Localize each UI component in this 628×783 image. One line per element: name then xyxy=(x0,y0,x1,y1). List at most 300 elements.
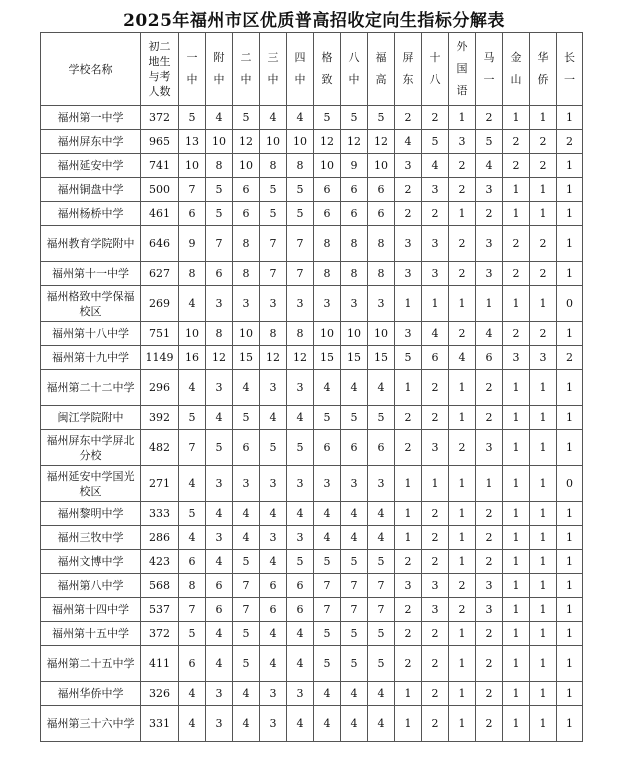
quota-cell: 4 xyxy=(233,706,260,742)
quota-cell: 1 xyxy=(422,466,449,502)
header-text: 金 xyxy=(510,51,522,64)
student-count-cell: 372 xyxy=(141,106,179,130)
school-name-cell: 福州黎明中学 xyxy=(41,502,141,526)
quota-cell: 7 xyxy=(341,574,368,598)
quota-cell: 12 xyxy=(260,346,287,370)
quota-cell: 3 xyxy=(341,286,368,322)
school-name-cell: 闽江学院附中 xyxy=(41,406,141,430)
table-row xyxy=(41,430,583,466)
quota-cell: 15 xyxy=(368,346,395,370)
table-row xyxy=(41,622,583,646)
header-school-column xyxy=(206,33,233,106)
quota-cell: 3 xyxy=(395,322,422,346)
quota-cell: 4 xyxy=(314,370,341,406)
quota-cell: 1 xyxy=(503,622,530,646)
quota-cell: 5 xyxy=(233,406,260,430)
quota-cell: 7 xyxy=(314,598,341,622)
quota-cell: 1 xyxy=(422,286,449,322)
school-name-cell: 福州第八中学 xyxy=(41,574,141,598)
quota-cell: 7 xyxy=(179,430,206,466)
student-count-cell: 333 xyxy=(141,502,179,526)
school-name-cell: 福州第十九中学 xyxy=(41,346,141,370)
quota-cell: 1 xyxy=(503,682,530,706)
school-name-cell: 福州第十五中学 xyxy=(41,622,141,646)
table-row xyxy=(41,130,583,154)
quota-cell: 4 xyxy=(233,370,260,406)
quota-cell: 2 xyxy=(530,130,557,154)
quota-cell: 8 xyxy=(287,322,314,346)
quota-cell: 3 xyxy=(206,706,233,742)
quota-cell: 1 xyxy=(530,202,557,226)
quota-cell: 4 xyxy=(287,622,314,646)
header-text: 学校名称 xyxy=(68,62,113,76)
quota-cell: 10 xyxy=(233,154,260,178)
quota-cell: 1 xyxy=(530,370,557,406)
school-name-cell: 福州延安中学 xyxy=(41,154,141,178)
header-text: 四 xyxy=(294,51,306,64)
school-name-cell: 福州教育学院附中 xyxy=(41,226,141,262)
quota-cell: 1 xyxy=(503,706,530,742)
quota-cell: 5 xyxy=(314,622,341,646)
quota-cell: 3 xyxy=(368,286,395,322)
quota-cell: 12 xyxy=(233,130,260,154)
quota-cell: 2 xyxy=(395,202,422,226)
quota-cell: 6 xyxy=(260,598,287,622)
quota-cell: 4 xyxy=(476,154,503,178)
quota-cell: 2 xyxy=(476,550,503,574)
quota-cell: 2 xyxy=(395,406,422,430)
quota-cell: 7 xyxy=(341,598,368,622)
quota-cell: 5 xyxy=(233,646,260,682)
school-name-cell: 福州延安中学国光校区 xyxy=(41,466,141,502)
quota-cell: 10 xyxy=(287,130,314,154)
quota-cell: 1 xyxy=(449,502,476,526)
quota-cell: 8 xyxy=(179,262,206,286)
quota-cell: 4 xyxy=(449,346,476,370)
quota-cell: 2 xyxy=(449,154,476,178)
quota-cell: 10 xyxy=(314,322,341,346)
quota-cell: 3 xyxy=(233,286,260,322)
student-count-cell: 423 xyxy=(141,550,179,574)
quota-cell: 2 xyxy=(476,682,503,706)
quota-cell: 5 xyxy=(233,106,260,130)
quota-cell: 3 xyxy=(341,466,368,502)
quota-cell: 1 xyxy=(449,646,476,682)
quota-cell: 12 xyxy=(287,346,314,370)
quota-cell: 1 xyxy=(449,706,476,742)
quota-cell: 1 xyxy=(476,286,503,322)
student-count-cell: 326 xyxy=(141,682,179,706)
quota-cell: 7 xyxy=(179,598,206,622)
header-text: 福 xyxy=(375,51,387,64)
quota-cell: 4 xyxy=(368,706,395,742)
quota-cell: 1 xyxy=(557,262,583,286)
quota-cell: 1 xyxy=(557,430,583,466)
quota-cell: 12 xyxy=(314,130,341,154)
table-row xyxy=(41,502,583,526)
quota-cell: 6 xyxy=(314,430,341,466)
quota-cell: 2 xyxy=(503,154,530,178)
quota-cell: 1 xyxy=(557,550,583,574)
student-count-cell: 751 xyxy=(141,322,179,346)
quota-cell: 3 xyxy=(287,526,314,550)
school-name-cell: 福州第十八中学 xyxy=(41,322,141,346)
quota-cell: 12 xyxy=(341,130,368,154)
quota-cell: 1 xyxy=(449,370,476,406)
quota-cell: 2 xyxy=(476,106,503,130)
quota-cell: 1 xyxy=(557,178,583,202)
quota-cell: 10 xyxy=(368,322,395,346)
quota-cell: 8 xyxy=(260,322,287,346)
quota-cell: 2 xyxy=(476,406,503,430)
quota-cell: 1 xyxy=(476,466,503,502)
quota-cell: 10 xyxy=(179,154,206,178)
quota-cell: 8 xyxy=(314,262,341,286)
header-text: 中 xyxy=(186,73,198,86)
quota-cell: 10 xyxy=(314,154,341,178)
quota-cell: 6 xyxy=(368,430,395,466)
quota-cell: 2 xyxy=(422,202,449,226)
header-school-column xyxy=(260,33,287,106)
student-count-cell: 482 xyxy=(141,430,179,466)
header-school-column xyxy=(368,33,395,106)
quota-cell: 5 xyxy=(206,202,233,226)
table-row xyxy=(41,178,583,202)
header-text: 中 xyxy=(213,73,225,86)
quota-cell: 4 xyxy=(233,682,260,706)
quota-cell: 5 xyxy=(260,430,287,466)
table-row xyxy=(41,706,583,742)
quota-cell: 4 xyxy=(233,526,260,550)
quota-cell: 6 xyxy=(341,202,368,226)
header-school-column xyxy=(557,33,583,106)
quota-cell: 1 xyxy=(503,550,530,574)
quota-cell: 5 xyxy=(341,550,368,574)
quota-cell: 8 xyxy=(233,262,260,286)
quota-cell: 6 xyxy=(233,178,260,202)
quota-cell: 3 xyxy=(233,466,260,502)
quota-cell: 4 xyxy=(287,106,314,130)
quota-cell: 2 xyxy=(530,226,557,262)
header-text: 中 xyxy=(267,73,279,86)
quota-cell: 3 xyxy=(422,598,449,622)
quota-cell: 5 xyxy=(368,622,395,646)
quota-cell: 5 xyxy=(179,502,206,526)
quota-cell: 4 xyxy=(368,370,395,406)
quota-cell: 2 xyxy=(422,622,449,646)
quota-cell: 5 xyxy=(260,178,287,202)
quota-cell: 4 xyxy=(260,502,287,526)
header-school-name xyxy=(41,33,141,106)
quota-cell: 4 xyxy=(314,526,341,550)
header-school-column xyxy=(449,33,476,106)
school-name-cell: 福州三牧中学 xyxy=(41,526,141,550)
school-name-cell: 福州铜盘中学 xyxy=(41,178,141,202)
student-count-cell: 296 xyxy=(141,370,179,406)
quota-cell: 4 xyxy=(179,706,206,742)
quota-cell: 3 xyxy=(476,574,503,598)
quota-cell: 6 xyxy=(206,574,233,598)
header-text: 初二 xyxy=(148,40,171,53)
header-text: 屏 xyxy=(402,51,414,64)
quota-cell: 2 xyxy=(449,178,476,202)
table-row xyxy=(41,226,583,262)
table-row xyxy=(41,262,583,286)
header-row xyxy=(41,33,583,106)
quota-cell: 5 xyxy=(260,202,287,226)
school-name-cell: 福州第三十六中学 xyxy=(41,706,141,742)
header-student-count xyxy=(141,33,179,106)
table-row xyxy=(41,322,583,346)
quota-cell: 1 xyxy=(557,202,583,226)
header-school-column xyxy=(287,33,314,106)
student-count-cell: 286 xyxy=(141,526,179,550)
quota-cell: 6 xyxy=(287,598,314,622)
header-text: 马 xyxy=(483,51,495,64)
student-count-cell: 568 xyxy=(141,574,179,598)
quota-cell: 7 xyxy=(287,226,314,262)
quota-cell: 1 xyxy=(530,622,557,646)
header-text: 侨 xyxy=(537,73,549,86)
quota-cell: 2 xyxy=(503,322,530,346)
quota-cell: 4 xyxy=(314,682,341,706)
quota-cell: 3 xyxy=(476,262,503,286)
quota-cell: 2 xyxy=(476,202,503,226)
quota-cell: 3 xyxy=(206,370,233,406)
quota-cell: 2 xyxy=(530,322,557,346)
quota-cell: 1 xyxy=(503,106,530,130)
quota-cell: 1 xyxy=(557,706,583,742)
quota-cell: 5 xyxy=(233,622,260,646)
table-row xyxy=(41,370,583,406)
quota-cell: 2 xyxy=(449,430,476,466)
quota-cell: 5 xyxy=(179,106,206,130)
school-name-cell: 福州第十四中学 xyxy=(41,598,141,622)
quota-cell: 1 xyxy=(503,646,530,682)
quota-cell: 1 xyxy=(503,526,530,550)
quota-cell: 5 xyxy=(206,430,233,466)
quota-cell: 1 xyxy=(530,406,557,430)
school-name-cell: 福州屏东中学 xyxy=(41,130,141,154)
school-name-cell: 福州格致中学保福校区 xyxy=(41,286,141,322)
quota-cell: 6 xyxy=(260,574,287,598)
quota-cell: 1 xyxy=(557,526,583,550)
quota-cell: 1 xyxy=(557,322,583,346)
quota-cell: 6 xyxy=(341,430,368,466)
header-school-column xyxy=(476,33,503,106)
quota-cell: 4 xyxy=(395,130,422,154)
quota-cell: 5 xyxy=(179,406,206,430)
school-name-cell: 福州第一中学 xyxy=(41,106,141,130)
quota-cell: 4 xyxy=(206,646,233,682)
quota-cell: 4 xyxy=(287,406,314,430)
quota-cell: 10 xyxy=(206,130,233,154)
quota-cell: 2 xyxy=(449,598,476,622)
quota-cell: 8 xyxy=(368,262,395,286)
quota-cell: 1 xyxy=(395,706,422,742)
table-row xyxy=(41,346,583,370)
quota-cell: 2 xyxy=(557,130,583,154)
quota-cell: 3 xyxy=(476,430,503,466)
quota-cell: 7 xyxy=(287,262,314,286)
quota-cell: 2 xyxy=(449,226,476,262)
quota-cell: 4 xyxy=(341,502,368,526)
quota-cell: 1 xyxy=(530,550,557,574)
quota-cell: 5 xyxy=(206,178,233,202)
quota-cell: 1 xyxy=(503,406,530,430)
quota-cell: 4 xyxy=(206,622,233,646)
table-row xyxy=(41,646,583,682)
quota-cell: 9 xyxy=(341,154,368,178)
quota-cell: 10 xyxy=(260,130,287,154)
quota-cell: 2 xyxy=(422,502,449,526)
quota-cell: 2 xyxy=(422,406,449,430)
quota-cell: 2 xyxy=(422,526,449,550)
quota-cell: 4 xyxy=(179,466,206,502)
header-text: 长 xyxy=(564,51,575,64)
header-text: 十 xyxy=(429,51,441,64)
student-count-cell: 627 xyxy=(141,262,179,286)
school-name-cell: 福州华侨中学 xyxy=(41,682,141,706)
quota-cell: 4 xyxy=(341,370,368,406)
quota-cell: 1 xyxy=(449,286,476,322)
quota-cell: 6 xyxy=(422,346,449,370)
quota-cell: 1 xyxy=(530,502,557,526)
quota-table xyxy=(40,32,583,742)
table-row xyxy=(41,286,583,322)
quota-cell: 3 xyxy=(260,706,287,742)
quota-cell: 1 xyxy=(395,502,422,526)
quota-cell: 10 xyxy=(368,154,395,178)
quota-cell: 3 xyxy=(395,154,422,178)
quota-cell: 2 xyxy=(422,706,449,742)
school-name-cell: 福州第十一中学 xyxy=(41,262,141,286)
quota-cell: 7 xyxy=(179,178,206,202)
quota-cell: 2 xyxy=(557,346,583,370)
quota-cell: 3 xyxy=(206,526,233,550)
header-text: 格 xyxy=(321,51,333,64)
quota-cell: 6 xyxy=(233,202,260,226)
quota-cell: 4 xyxy=(206,550,233,574)
quota-cell: 6 xyxy=(368,202,395,226)
quota-cell: 1 xyxy=(557,682,583,706)
quota-cell: 1 xyxy=(449,526,476,550)
header-text: 三 xyxy=(267,51,279,64)
quota-cell: 5 xyxy=(314,550,341,574)
student-count-cell: 1149 xyxy=(141,346,179,370)
quota-cell: 6 xyxy=(287,574,314,598)
quota-cell: 2 xyxy=(476,706,503,742)
quota-cell: 2 xyxy=(476,502,503,526)
student-count-cell: 411 xyxy=(141,646,179,682)
quota-cell: 3 xyxy=(206,682,233,706)
quota-cell: 1 xyxy=(557,370,583,406)
student-count-cell: 500 xyxy=(141,178,179,202)
quota-cell: 2 xyxy=(476,646,503,682)
quota-cell: 4 xyxy=(260,622,287,646)
quota-cell: 1 xyxy=(530,574,557,598)
quota-cell: 10 xyxy=(233,322,260,346)
quota-cell: 1 xyxy=(557,502,583,526)
document-title: 2025年福州市区优质普高招收定向生指标分解表 xyxy=(123,11,505,31)
quota-cell: 1 xyxy=(530,106,557,130)
header-school-column xyxy=(314,33,341,106)
quota-cell: 3 xyxy=(503,346,530,370)
quota-cell: 5 xyxy=(368,646,395,682)
table-row xyxy=(41,682,583,706)
quota-cell: 5 xyxy=(368,106,395,130)
quota-cell: 3 xyxy=(314,286,341,322)
quota-cell: 8 xyxy=(287,154,314,178)
quota-cell: 3 xyxy=(260,286,287,322)
quota-cell: 2 xyxy=(422,646,449,682)
quota-cell: 3 xyxy=(287,682,314,706)
quota-cell: 5 xyxy=(233,550,260,574)
quota-cell: 4 xyxy=(206,106,233,130)
quota-cell: 5 xyxy=(368,406,395,430)
student-count-cell: 461 xyxy=(141,202,179,226)
quota-cell: 4 xyxy=(233,502,260,526)
quota-cell: 1 xyxy=(503,574,530,598)
student-count-cell: 392 xyxy=(141,406,179,430)
quota-cell: 1 xyxy=(557,622,583,646)
quota-cell: 1 xyxy=(395,286,422,322)
quota-cell: 1 xyxy=(395,526,422,550)
quota-cell: 1 xyxy=(557,574,583,598)
header-text: 一 xyxy=(564,73,575,86)
quota-cell: 12 xyxy=(206,346,233,370)
quota-cell: 6 xyxy=(179,202,206,226)
quota-cell: 4 xyxy=(206,406,233,430)
school-name-cell: 福州第二十二中学 xyxy=(41,370,141,406)
quota-cell: 7 xyxy=(206,226,233,262)
quota-cell: 1 xyxy=(530,526,557,550)
quota-cell: 4 xyxy=(179,370,206,406)
quota-cell: 2 xyxy=(449,322,476,346)
quota-cell: 1 xyxy=(449,622,476,646)
header-text: 致 xyxy=(321,73,333,86)
quota-cell: 1 xyxy=(503,466,530,502)
quota-cell: 3 xyxy=(287,370,314,406)
quota-cell: 1 xyxy=(503,430,530,466)
table-row xyxy=(41,406,583,430)
quota-cell: 7 xyxy=(368,574,395,598)
school-name-cell: 福州第二十五中学 xyxy=(41,646,141,682)
table-body xyxy=(41,106,583,742)
quota-cell: 3 xyxy=(368,466,395,502)
quota-cell: 1 xyxy=(557,154,583,178)
header-text: 八 xyxy=(348,51,360,64)
student-count-cell: 269 xyxy=(141,286,179,322)
quota-cell: 0 xyxy=(557,466,583,502)
school-name-cell: 福州文博中学 xyxy=(41,550,141,574)
quota-cell: 2 xyxy=(530,154,557,178)
quota-cell: 3 xyxy=(422,262,449,286)
quota-cell: 1 xyxy=(530,430,557,466)
quota-cell: 1 xyxy=(503,286,530,322)
quota-cell: 2 xyxy=(422,370,449,406)
quota-cell: 2 xyxy=(530,262,557,286)
quota-cell: 3 xyxy=(287,286,314,322)
quota-cell: 7 xyxy=(260,226,287,262)
quota-cell: 7 xyxy=(233,574,260,598)
quota-cell: 1 xyxy=(395,682,422,706)
student-count-cell: 646 xyxy=(141,226,179,262)
header-text: 东 xyxy=(402,73,414,86)
quota-cell: 3 xyxy=(206,466,233,502)
quota-cell: 1 xyxy=(395,466,422,502)
quota-cell: 8 xyxy=(341,226,368,262)
